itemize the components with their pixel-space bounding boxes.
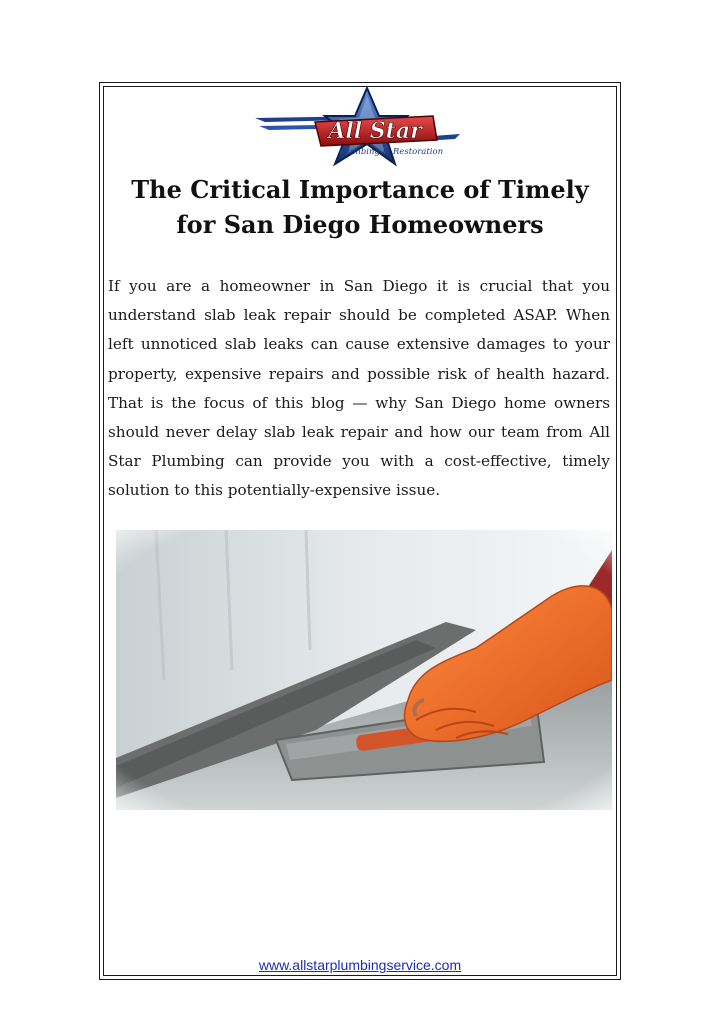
body-paragraph: If you are a homeowner in San Diego it is crucial that you understand slab leak repair should be completed ASAP. When left unnoticed slab leaks can cause extensive damages to your property, expensive repairs and possible risk of health hazard. That is the focus of this blog — why San Diego home owners should never delay slab leak repair and how our team from All Star Plumbing can provide you with a cost-effective, timely solution to this potentially-expensive issue. (108, 277, 610, 500)
page-title-line-1: The Critical Importance of Timely (131, 175, 589, 204)
logo-brand-text: All Star (328, 118, 422, 144)
company-logo (255, 86, 465, 170)
website-link[interactable]: www.allstarplumbingservice.com (258, 957, 462, 973)
page-title-line-2: for San Diego Homeowners (176, 210, 544, 239)
all-star-star-logo-icon (255, 86, 465, 170)
gloved-hand-trowel-concrete-photo (116, 530, 612, 810)
slab-repair-photo (116, 530, 612, 810)
logo-tagline: Plumbing & Restoration (338, 147, 444, 157)
page-title (108, 172, 612, 242)
